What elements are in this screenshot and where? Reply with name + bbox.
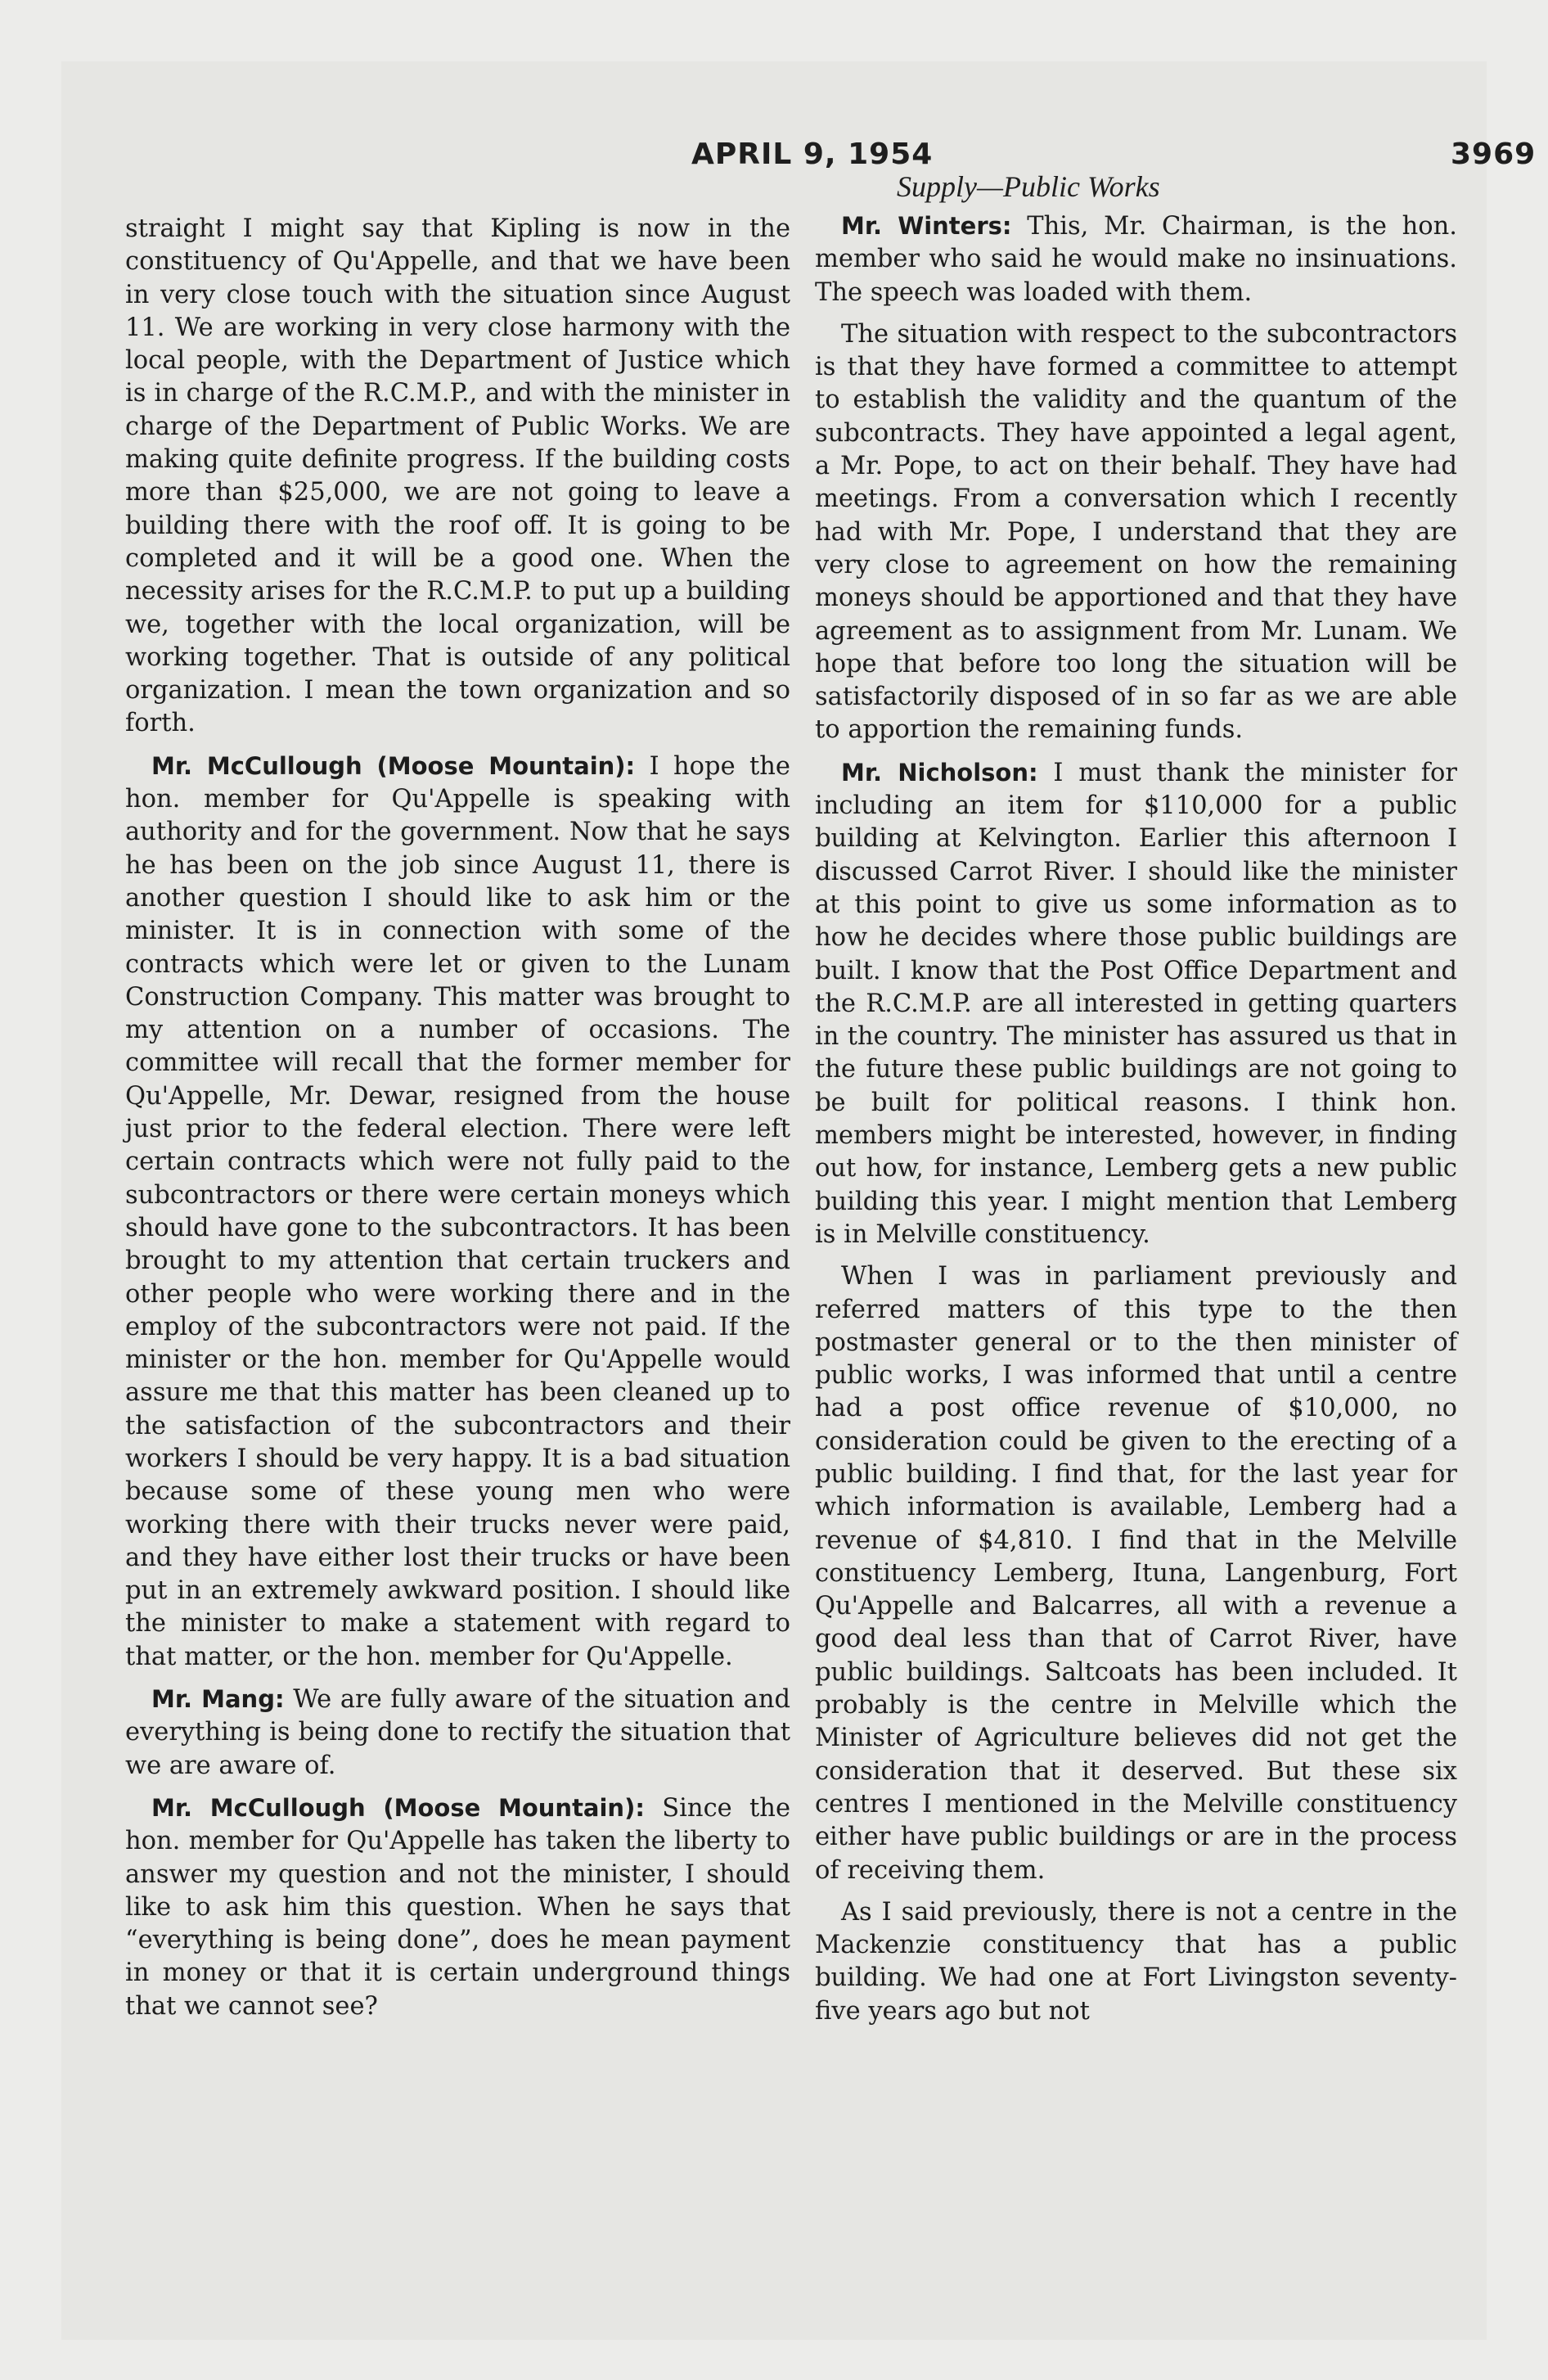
- paragraph-text: I hope the hon. member for Qu'Appelle is speaking with authority and for the government. Now that he says he has been on the job since August 11, there is another question I should like to ask him or the minister. It is in connection with some of the contracts which were let or given to the Lunam Construction Company. This matter was brought to my attention on a number of occasions. The committee will recall that the former member for Qu'Appelle, Mr. Dewar, resigned from the house just prior to the federal election. There were left certain contracts which were not fully paid to the subcontractors or there were certain moneys which should have gone to the subcontractors. It has been brought to my attention that certain truckers and other people who were working there and in the employ of the subcontractors were not paid. If the minister or the hon. member for Qu'Appelle would assure me that this matter has been cleaned up to the satisfaction of the subcontractors and their workers I should be very happy. It is a bad situation because some of these young men who were working there with their trucks never were paid, and they have either lost their trucks or have been put in an extremely awkward position. I should like the minister to make a statement with regard to that matter, or the hon. member for Qu'Appelle.: [125, 751, 790, 1671]
- section-running-head: Supply—Public Works: [897, 170, 1160, 203]
- speaker-name: Mr. Nicholson:: [841, 758, 1038, 787]
- paragraph: [815, 318, 1457, 747]
- paragraph: [125, 1792, 790, 2023]
- paragraph-text: Since the hon. member for Qu'Appelle has taken the liberty to answer my question and not the minister, I should like to ask him this question. When he says that “everything is being done”, does he mean payment in money or that it is certain underground things that we cannot see?: [125, 1793, 790, 2021]
- page-number: 3969: [1451, 137, 1537, 171]
- paragraph-text: When I was in parliament previously and referred matters of this type to the then postmaster general or to the then minister of public works, I was informed that until a centre had a post office revenue of $10,000, no consideration could be given to the erecting of a public building. I find that, for the last year for which information is available, Lemberg had a revenue of $4,810. I find that in the Melville constituency Lemberg, Ituna, Langenburg, Fort Qu'Appelle and Balcarres, all with a revenue a good deal less than that of Carrot River, have public buildings. Saltcoats has been included. It probably is the centre in Melville which the Minister of Agriculture believes did not get the consideration that it deserved. But these six centres I mentioned in the Melville constituency either have public buildings or are in the process of receiving them.: [815, 1262, 1457, 1885]
- paragraph: [815, 1896, 1457, 2028]
- paragraph-text: This, Mr. Chairman, is the hon. member who said he would make no insinuations. The speech was loaded with them.: [815, 212, 1457, 307]
- speaker-name: Mr. Mang:: [151, 1685, 285, 1714]
- paragraph: [125, 213, 790, 741]
- paragraph: [815, 210, 1457, 309]
- right-column: [815, 210, 1457, 2037]
- paragraph-text: As I said previously, there is not a centre in the Mackenzie constituency that has a public building. We had one at Fort Livingston seventy-five years ago but not: [815, 1897, 1457, 2026]
- speaker-name: Mr. McCullough (Moose Mountain):: [151, 751, 636, 780]
- speaker-name: Mr. Winters:: [841, 212, 1012, 240]
- left-column: [125, 213, 790, 2032]
- paragraph-text: We are fully aware of the situation and everything is being done to rectify the situation that we are aware of.: [125, 1685, 790, 1780]
- paragraph: [815, 756, 1457, 1251]
- paragraph: [125, 750, 790, 1674]
- paragraph-text: I must thank the minister for including an item for $110,000 for a public building at Kelvington. Earlier this afternoon I discussed Carrot River. I should like the minister at this point to give us some information as to how he decides where those public buildings are built. I know that the Post Office Department and the R.C.M.P. are all interested in getting quarters in the country. The minister has assured us that in the future these public buildings are not going to be built for political reasons. I think hon. members might be interested, however, in finding out how, for instance, Lemberg gets a new public building this year. I might mention that Lemberg is in Melville constituency.: [815, 758, 1457, 1249]
- paragraph-text: The situation with respect to the subcontractors is that they have formed a committee to attempt to establish the validity and the quantum of the subcontracts. They have appointed a legal agent, a Mr. Pope, to act on their behalf. They have had meetings. From a conversation which I recently had with Mr. Pope, I understand that they are very close to agreement on how the remaining moneys should be apportioned and that they have agreement as to assignment from Mr. Lunam. We hope that before too long the situation will be satisfactorily disposed of in so far as we are able to apportion the remaining funds.: [815, 319, 1457, 745]
- paragraph-text: straight I might say that Kipling is now in the constituency of Qu'Appelle, and that we have been in very close touch with the situation since August 11. We are working in very close harmony with the local people, with the Department of Justice which is in charge of the R.C.M.P., and with the minister in charge of the Department of Public Works. We are making quite definite progress. If the building costs more than $25,000, we are not going to leave a building there with the roof off. It is going to be completed and it will be a good one. When the necessity arises for the R.C.M.P. to put up a building we, together with the local organization, will be working together. That is outside of any political organization. I mean the town organization and so forth.: [125, 214, 790, 738]
- paragraph: [815, 1260, 1457, 1887]
- page-date-header: APRIL 9, 1954: [691, 137, 934, 171]
- paragraph: [125, 1683, 790, 1783]
- speaker-name: Mr. McCullough (Moose Mountain):: [151, 1793, 645, 1822]
